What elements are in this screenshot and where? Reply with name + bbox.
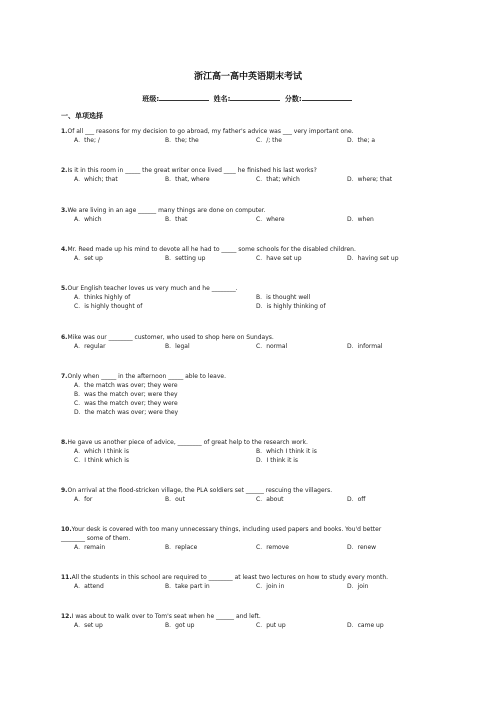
question-7 bbox=[61, 372, 441, 417]
question-6 bbox=[61, 333, 441, 351]
options-row bbox=[61, 495, 441, 504]
options-row bbox=[61, 136, 441, 145]
option-d: D．join bbox=[347, 583, 369, 590]
question-number: 7. bbox=[61, 373, 68, 380]
question-stem: He gave us another piece of advice, ________ of great help to the research work. bbox=[67, 439, 308, 446]
option-d: D．is highly thinking of bbox=[256, 303, 326, 310]
score-blank bbox=[302, 93, 352, 101]
option-c: C．join in bbox=[256, 583, 285, 590]
class-blank bbox=[159, 93, 209, 101]
question-9 bbox=[61, 486, 441, 504]
options-row bbox=[61, 582, 441, 591]
option-a: A．set up bbox=[74, 622, 103, 629]
option-b: B．setting up bbox=[165, 255, 206, 262]
student-info-line bbox=[0, 93, 496, 104]
question-number: 11. bbox=[61, 574, 72, 581]
option-c: C．about bbox=[256, 496, 284, 503]
question-number: 6. bbox=[61, 334, 68, 341]
question-number: 12. bbox=[61, 613, 72, 620]
question-stem: Your desk is covered with too many unnecessary things, including used papers and books. You'd better bbox=[71, 526, 382, 533]
question-number: 1. bbox=[61, 128, 68, 135]
option-d: D．the; a bbox=[347, 137, 376, 144]
question-stem: Only when _____ in the afternoon _____ able to leave. bbox=[67, 373, 226, 380]
question-8 bbox=[61, 438, 441, 465]
score-label: 分数: bbox=[284, 95, 302, 103]
exam-title: 浙江高一高中英语期末考试 bbox=[193, 72, 302, 82]
question-stem-continued: ________ some of them. bbox=[61, 535, 131, 542]
option-d: D．when bbox=[347, 216, 374, 223]
options-row bbox=[61, 175, 441, 184]
option-a: A．the; / bbox=[74, 137, 100, 144]
option-a: A．the match was over; they were bbox=[74, 382, 178, 389]
option-a: A．thinks highly of bbox=[74, 294, 131, 301]
option-a: A．attend bbox=[74, 583, 104, 590]
option-c: C．that; which bbox=[256, 176, 300, 183]
option-c: C．I think which is bbox=[74, 457, 130, 464]
question-number: 8. bbox=[61, 439, 68, 446]
question-2 bbox=[61, 166, 441, 184]
option-b: B．got up bbox=[165, 622, 195, 629]
question-5 bbox=[61, 284, 441, 311]
option-d: D．came up bbox=[347, 622, 384, 629]
option-d: D．I think it is bbox=[256, 457, 299, 464]
option-b: B．which I think it is bbox=[256, 448, 317, 455]
option-c: C．was the match over; they were bbox=[74, 400, 178, 407]
question-stem: Mike was our ________ customer, who used to shop here on Sundays. bbox=[67, 334, 274, 341]
name-label: 姓名: bbox=[213, 95, 231, 103]
question-stem: Of all ___ reasons for my decision to go abroad, my father's advice was ___ very important one. bbox=[67, 128, 354, 135]
options-row bbox=[61, 543, 441, 552]
question-number: 9. bbox=[61, 487, 68, 494]
question-stem: Mr. Reed made up his mind to devote all he had to _____ some schools for the disabled children. bbox=[67, 246, 356, 253]
option-c: C．where bbox=[256, 216, 285, 223]
name-blank bbox=[230, 93, 280, 101]
question-12 bbox=[61, 612, 441, 630]
class-label: 班级: bbox=[142, 95, 160, 103]
option-d: D．informal bbox=[347, 343, 383, 350]
option-b: B．that bbox=[165, 216, 188, 223]
options-row bbox=[61, 342, 441, 351]
option-b: B．legal bbox=[165, 343, 190, 350]
option-b: B．was the match over; were they bbox=[74, 391, 178, 398]
question-1 bbox=[61, 127, 441, 145]
question-number: 5. bbox=[61, 285, 68, 292]
options-row bbox=[61, 215, 441, 224]
option-b: B．replace bbox=[165, 544, 198, 551]
question-stem: Is it in this room in _____ the great writer once lived ____ he finished his last works? bbox=[67, 167, 317, 174]
option-c: C．have set up bbox=[256, 255, 302, 262]
options-row bbox=[61, 302, 441, 311]
question-number: 3. bbox=[61, 207, 68, 214]
question-stem: Our English teacher loves us very much and he ________. bbox=[67, 285, 238, 292]
options-row bbox=[61, 293, 441, 302]
option-c: C．remove bbox=[256, 544, 289, 551]
option-d: D．having set up bbox=[347, 255, 399, 262]
question-number: 2. bbox=[61, 167, 68, 174]
option-d: D．where; that bbox=[347, 176, 393, 183]
option-d: D．renew bbox=[347, 544, 377, 551]
options-row bbox=[61, 621, 441, 630]
question-4 bbox=[61, 245, 441, 263]
option-a: A．for bbox=[74, 496, 93, 503]
option-b: B．take part in bbox=[165, 583, 210, 590]
question-number: 10. bbox=[61, 526, 72, 533]
option-c: C．/; the bbox=[256, 137, 282, 144]
option-c: C．put up bbox=[256, 622, 286, 629]
option-b: B．that, where bbox=[165, 176, 210, 183]
option-a: A．which bbox=[74, 216, 102, 223]
option-a: A．regular bbox=[74, 343, 106, 350]
question-stem: I was about to walk over to Tom's seat when he ______ and left. bbox=[71, 613, 261, 620]
option-a: A．remain bbox=[74, 544, 106, 551]
question-10 bbox=[61, 525, 441, 552]
option-b: B．the; the bbox=[165, 137, 199, 144]
options-row bbox=[61, 254, 441, 263]
option-d: D．off bbox=[347, 496, 366, 503]
option-a: A．which I think is bbox=[74, 448, 129, 455]
option-a: A．set up bbox=[74, 255, 103, 262]
question-3 bbox=[61, 206, 441, 224]
section-title: 一、单项选择 bbox=[61, 112, 103, 120]
options-row bbox=[61, 456, 441, 465]
question-stem: On arrival at the flood-stricken village, the PLA soldiers set ______ rescuing the villagers. bbox=[67, 487, 333, 494]
options-row bbox=[61, 447, 441, 456]
option-c: C．is highly thought of bbox=[74, 303, 143, 310]
option-b: B．is thought well bbox=[256, 294, 311, 301]
question-stem: We are living in an age ______ many things are done on computer. bbox=[67, 207, 266, 214]
option-b: B．out bbox=[165, 496, 185, 503]
option-a: A．which; that bbox=[74, 176, 118, 183]
question-number: 4. bbox=[61, 246, 68, 253]
option-d: D．the match was over; were they bbox=[74, 409, 179, 416]
question-stem: All the students in this school are required to ________ at least two lectures on how to study every month. bbox=[71, 574, 389, 581]
question-11 bbox=[61, 573, 441, 591]
option-c: C．normal bbox=[256, 343, 288, 350]
